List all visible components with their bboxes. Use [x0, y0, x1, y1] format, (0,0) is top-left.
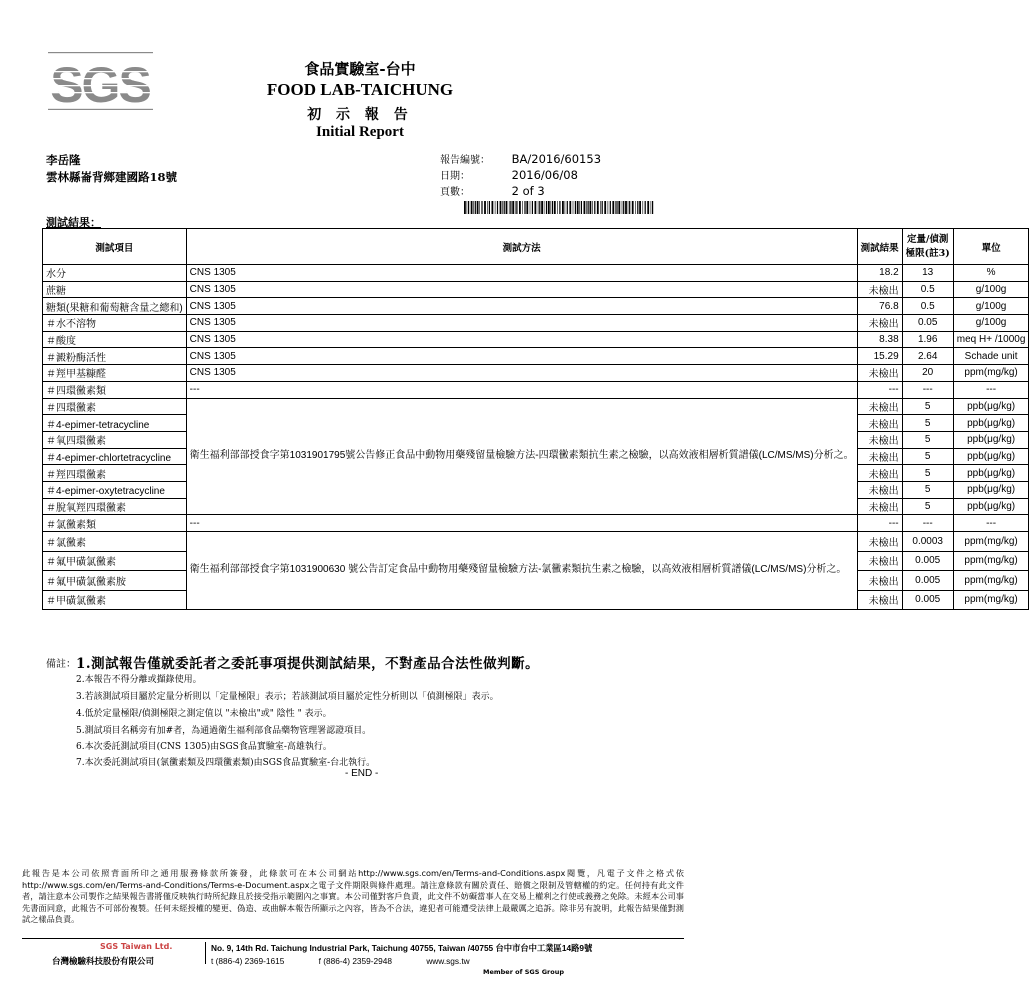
table-row — [43, 315, 1029, 332]
barcode-bar — [506, 201, 508, 214]
barcode-icon — [464, 201, 654, 214]
cell-result: 未檢出 — [857, 431, 902, 448]
barcode-bar — [548, 201, 550, 214]
footer-member: Member of SGS Group — [483, 968, 564, 976]
barcode-bar — [628, 201, 629, 214]
barcode-bar — [584, 201, 586, 214]
barcode-bar — [612, 201, 614, 214]
barcode-bar — [551, 201, 552, 214]
cell-item: ＃氧四環黴素 — [43, 431, 187, 448]
barcode-bar — [629, 201, 630, 214]
col-header-limit — [902, 229, 953, 265]
barcode-bar — [573, 201, 574, 214]
footer-web: www.sgs.tw — [426, 956, 470, 966]
barcode-bar — [515, 201, 516, 214]
cell-item: ＃羥四環黴素 — [43, 465, 187, 482]
cell-result: --- — [857, 515, 902, 532]
barcode-bar — [532, 201, 533, 214]
cell-limit: 5 — [902, 498, 953, 515]
cell-result: 未檢出 — [857, 571, 902, 591]
barcode-bar — [581, 201, 582, 214]
cell-limit: 0.05 — [902, 315, 953, 332]
notes-lead: 備註： — [46, 659, 76, 670]
barcode-bar — [559, 201, 560, 214]
col-header-result: 測試結果 — [857, 229, 902, 265]
cell-limit: 0.005 — [902, 571, 953, 591]
footer-fax: f (886-4) 2359-2948 — [318, 956, 392, 966]
barcode-bar — [651, 201, 652, 214]
barcode-bar — [567, 201, 568, 214]
cell-limit: 0.005 — [902, 590, 953, 610]
cell-unit: ppm(mg/kg) — [953, 590, 1029, 610]
report-number-value: BA/2016/60153 — [511, 152, 602, 166]
footer-company-zh: 台灣檢驗科技股份有限公司 — [52, 957, 155, 967]
cell-result: 未檢出 — [857, 551, 902, 571]
barcode-bar — [473, 201, 474, 214]
cell-unit: g/100g — [953, 298, 1029, 315]
footer-divider — [22, 938, 684, 939]
barcode-bar — [618, 201, 620, 214]
sgs-logo — [48, 52, 153, 110]
cell-unit: g/100g — [953, 281, 1029, 298]
table-row — [43, 281, 1029, 298]
page-count — [440, 183, 545, 198]
col-header-method: 測試方法 — [186, 229, 857, 265]
cell-limit: 1.96 — [902, 331, 953, 348]
report-type-en: Initial Report — [316, 124, 404, 140]
cell-limit: 0.5 — [902, 281, 953, 298]
barcode-bar — [541, 201, 543, 214]
cell-item: ＃酸度 — [43, 331, 187, 348]
table-row — [43, 398, 1029, 415]
cell-unit: ppb(μg/kg) — [953, 498, 1029, 515]
cell-limit: 0.005 — [902, 551, 953, 571]
col-header-unit: 單位 — [953, 229, 1029, 265]
barcode-bar — [639, 201, 641, 214]
barcode-bar — [552, 201, 553, 214]
cell-unit: ppm(mg/kg) — [953, 551, 1029, 571]
cell-result: 未檢出 — [857, 481, 902, 498]
barcode-bar — [647, 201, 649, 214]
client-name: 李岳隆 — [46, 153, 81, 167]
table-header-row — [43, 229, 1029, 265]
cell-unit: ppb(μg/kg) — [953, 431, 1029, 448]
note-2: 2.本報告不得分離或擷錄使用。 — [76, 675, 202, 685]
cell-method: CNS 1305 — [186, 281, 857, 298]
cell-method: CNS 1305 — [186, 298, 857, 315]
disclaimer: 此報告是本公司依照背面所印之通用服務條款所簽發，此條款可在本公司網站http://www.sgs.com/en/Terms-and-Conditions.aspx閱覽，凡電子文件之格式依http://www.sgs.com/en/Terms-and-Conditions/Terms-e-Document.aspx之電子文件期限與條件處理。請注意條款有關於責任、賠償之限制及管轄權的約定。任何持有此文件者，請注意本公司製作之結果報告書將僅反映執行時所紀錄且於接受指示範圍內之事實。本公司僅對客戶負責，此文件不妨礙當事人在交易上權利之行使或義務之免除。未經本公司事先書面同意，此報告不可部份複製。任何未經授權的變更、偽造、或曲解本報告所顯示之內容，皆為不合法，違犯者可能遭受法律上最嚴厲之追訴。除非另有說明，此報告結果僅對測試之樣品負責。 — [22, 868, 684, 925]
cell-item: ＃4-epimer-chlortetracycline — [43, 448, 187, 465]
cell-method: --- — [186, 515, 857, 532]
barcode-bar — [492, 201, 494, 214]
barcode-bar — [481, 201, 482, 214]
barcode-bar — [538, 201, 539, 214]
table-row — [43, 365, 1029, 382]
lab-title-zh: 食品實驗室-台中 — [304, 60, 416, 78]
report-number — [440, 151, 601, 166]
barcode-bar — [597, 201, 599, 214]
cell-unit: --- — [953, 381, 1029, 398]
table-row — [43, 298, 1029, 315]
barcode-bar — [562, 201, 564, 214]
barcode-bar — [635, 201, 636, 214]
cell-result: 未檢出 — [857, 498, 902, 515]
barcode-bar — [579, 201, 580, 214]
cell-unit: g/100g — [953, 315, 1029, 332]
barcode-bar — [615, 201, 616, 214]
cell-item: ＃脫氧羥四環黴素 — [43, 498, 187, 515]
cell-limit: 0.0003 — [902, 532, 953, 552]
cell-result: 76.8 — [857, 298, 902, 315]
cell-method: --- — [186, 381, 857, 398]
report-date-label: 日期： — [440, 171, 470, 182]
cell-limit: 5 — [902, 398, 953, 415]
barcode-bar — [509, 201, 510, 214]
barcode-bar — [544, 201, 545, 214]
cell-item: ＃甲磺氯黴素 — [43, 590, 187, 610]
barcode-bar — [637, 201, 638, 214]
cell-item: 糖類(果糖和葡萄糖含量之總和) — [43, 298, 187, 315]
cell-method: CNS 1305 — [186, 265, 857, 282]
cell-unit: ppb(μg/kg) — [953, 448, 1029, 465]
cell-limit: 2.64 — [902, 348, 953, 365]
cell-item: ＃四環黴素 — [43, 398, 187, 415]
cell-limit: 5 — [902, 448, 953, 465]
barcode-bar — [477, 201, 479, 214]
footer-address: No. 9, 14th Rd. Taichung Industrial Park, Taichung 40755, Taiwan /40755 台中市台中工業區14路9號 — [211, 943, 593, 953]
barcode-bar — [586, 201, 587, 214]
barcode-bar — [489, 201, 490, 214]
note-3: 3.若該測試項目屬於定量分析則以「定量極限」表示；若該測試項目屬於定性分析則以「偵測極限」表示。 — [76, 692, 499, 702]
barcode-bar — [602, 201, 603, 214]
cell-unit: ppb(μg/kg) — [953, 398, 1029, 415]
cell-result: 未檢出 — [857, 590, 902, 610]
results-table — [42, 228, 1029, 610]
barcode-bar — [524, 201, 525, 214]
cell-result: --- — [857, 381, 902, 398]
lab-title-en: FOOD LAB-TAICHUNG — [266, 80, 454, 99]
cell-method-tetracycline: 衛生福利部部授食字第1031901795號公告修正食品中動物用藥殘留量檢驗方法-四環黴素類抗生素之檢驗，以高效液相層析質譜儀(LC/MS/MS)分析之。 — [186, 398, 857, 515]
cell-result: 15.29 — [857, 348, 902, 365]
barcode-bar — [467, 201, 468, 214]
report-date-value: 2016/06/08 — [511, 168, 578, 182]
table-row — [43, 515, 1029, 532]
cell-unit: ppm(mg/kg) — [953, 571, 1029, 591]
table-row — [43, 265, 1029, 282]
table-row — [43, 348, 1029, 365]
footer-vertical-divider — [205, 942, 206, 964]
cell-limit: 5 — [902, 465, 953, 482]
barcode-bar — [569, 201, 571, 214]
cell-limit: 13 — [902, 265, 953, 282]
cell-item: ＃4-epimer-tetracycline — [43, 415, 187, 432]
note-5: 5.測試項目名稱旁有加#者，為通過衛生福利部食品藥物管理署認證項目。 — [76, 726, 372, 736]
cell-limit: 0.5 — [902, 298, 953, 315]
barcode-bar — [546, 201, 547, 214]
cell-unit: ppb(μg/kg) — [953, 481, 1029, 498]
barcode-bar — [530, 201, 531, 214]
barcode-bar — [504, 201, 505, 214]
report-type-zh: 初 示 報 告 — [307, 107, 413, 123]
barcode-bar — [557, 201, 558, 214]
cell-unit: Schade unit — [953, 348, 1029, 365]
barcode-bar — [516, 201, 517, 214]
barcode-bar — [502, 201, 503, 214]
table-row — [43, 532, 1029, 552]
cell-result: 未檢出 — [857, 415, 902, 432]
barcode-bar — [632, 201, 634, 214]
cell-item: ＃羥甲基糠醛 — [43, 365, 187, 382]
barcode-bar — [600, 201, 601, 214]
barcode-bar — [565, 201, 566, 214]
barcode-bar — [625, 201, 627, 214]
cell-unit: % — [953, 265, 1029, 282]
cell-unit: meq H+ /1000g — [953, 331, 1029, 348]
cell-result: 未檢出 — [857, 448, 902, 465]
barcode-bar — [594, 201, 595, 214]
barcode-bar — [652, 201, 653, 214]
barcode-bar — [590, 201, 592, 214]
cell-method: CNS 1305 — [186, 365, 857, 382]
cell-unit: ppm(mg/kg) — [953, 532, 1029, 552]
barcode-bar — [479, 201, 480, 214]
barcode-bar — [610, 201, 611, 214]
end-marker: - END - — [345, 768, 379, 779]
page-count-value: 2 of 3 — [511, 184, 545, 198]
note-4: 4.低於定量極限/偵測極限之測定值以 "未檢出"或" 陰性 " 表示。 — [76, 709, 332, 719]
cell-limit: 5 — [902, 431, 953, 448]
barcode-bar — [484, 201, 486, 214]
cell-limit: --- — [902, 381, 953, 398]
barcode-bar — [510, 201, 511, 214]
barcode-bar — [575, 201, 576, 214]
barcode-bar — [468, 201, 469, 214]
cell-unit: ppm(mg/kg) — [953, 365, 1029, 382]
cell-result: 未檢出 — [857, 465, 902, 482]
cell-unit: --- — [953, 515, 1029, 532]
cell-limit: 5 — [902, 415, 953, 432]
table-row — [43, 331, 1029, 348]
cell-item: 水分 — [43, 265, 187, 282]
barcode-bar — [535, 201, 537, 214]
barcode-bar — [500, 201, 502, 214]
cell-result: 未檢出 — [857, 398, 902, 415]
barcode-bar — [464, 201, 466, 214]
barcode-bar — [616, 201, 617, 214]
cell-result: 未檢出 — [857, 315, 902, 332]
cell-item: ＃氟甲磺氯黴素 — [43, 551, 187, 571]
barcode-bar — [526, 201, 528, 214]
note-6: 6.本次委託測試項目(CNS 1305)由SGS食品實驗室-高雄執行。 — [76, 742, 332, 752]
cell-unit: ppb(μg/kg) — [953, 415, 1029, 432]
cell-method: CNS 1305 — [186, 315, 857, 332]
cell-limit: --- — [902, 515, 953, 532]
table-row — [43, 381, 1029, 398]
cell-item: ＃澱粉酶活性 — [43, 348, 187, 365]
barcode-bar — [645, 201, 646, 214]
barcode-bar — [592, 201, 593, 214]
report-number-label: 報告編號： — [440, 155, 490, 166]
col-header-limit-line1: 定量/偵測 — [906, 233, 949, 245]
cell-item: ＃四環黴素類 — [43, 381, 187, 398]
cell-result: 8.38 — [857, 331, 902, 348]
cell-method: CNS 1305 — [186, 331, 857, 348]
cell-item: ＃氟甲磺氯黴素胺 — [43, 571, 187, 591]
barcode-bar — [623, 201, 624, 214]
cell-result: 18.2 — [857, 265, 902, 282]
cell-method: CNS 1305 — [186, 348, 857, 365]
barcode-bar — [643, 201, 644, 214]
cell-result: 未檢出 — [857, 365, 902, 382]
footer-tel: t (886-4) 2369-1615 — [211, 956, 285, 966]
col-header-limit-line2: 極限(註3) — [905, 247, 950, 259]
col-header-item: 測試項目 — [43, 229, 187, 265]
cell-item: ＃水不溶物 — [43, 315, 187, 332]
cell-item: 蔗糖 — [43, 281, 187, 298]
barcode-bar — [522, 201, 523, 214]
barcode-bar — [622, 201, 623, 214]
cell-item: ＃4-epimer-oxytetracycline — [43, 481, 187, 498]
barcode-bar — [471, 201, 473, 214]
client-address: 雲林縣崙背鄉建國路18號 — [46, 170, 178, 184]
results-title: 測試結果： — [46, 216, 101, 229]
barcode-bar — [604, 201, 606, 214]
cell-unit: ppb(μg/kg) — [953, 465, 1029, 482]
barcode-bar — [554, 201, 556, 214]
note-7: 7.本次委託測試項目(氯黴素類及四環黴素類)由SGS食品實驗室-台北執行。 — [76, 758, 376, 768]
note-1: 1.測試報告僅就委託者之委託事項提供測試結果，不對產品合法性做判斷。 — [76, 656, 540, 672]
page-count-label: 頁數： — [440, 187, 470, 198]
barcode-bar — [495, 201, 496, 214]
barcode-bar — [487, 201, 488, 214]
barcode-bar — [608, 201, 609, 214]
barcode-bar — [588, 201, 589, 214]
cell-method-chloramphenicol: 衛生福利部部授食字第1031900630 號公告訂定食品中動物用藥殘留量檢驗方法-氯黴素類抗生素之檢驗，以高效液相層析質譜儀(LC/MS/MS)分析之。 — [186, 532, 857, 610]
report-date — [440, 167, 578, 182]
cell-limit: 20 — [902, 365, 953, 382]
cell-item: ＃氯黴素類 — [43, 515, 187, 532]
footer-company-en: SGS Taiwan Ltd. — [100, 942, 173, 951]
cell-result: 未檢出 — [857, 281, 902, 298]
cell-limit: 5 — [902, 481, 953, 498]
cell-item: ＃氯黴素 — [43, 532, 187, 552]
footer-contact — [211, 956, 502, 966]
barcode-bar — [497, 201, 498, 214]
barcode-bar — [577, 201, 579, 214]
barcode-bar — [475, 201, 476, 214]
barcode-bar — [519, 201, 521, 214]
barcode-bar — [539, 201, 540, 214]
cell-result: 未檢出 — [857, 532, 902, 552]
barcode-bar — [512, 201, 514, 214]
